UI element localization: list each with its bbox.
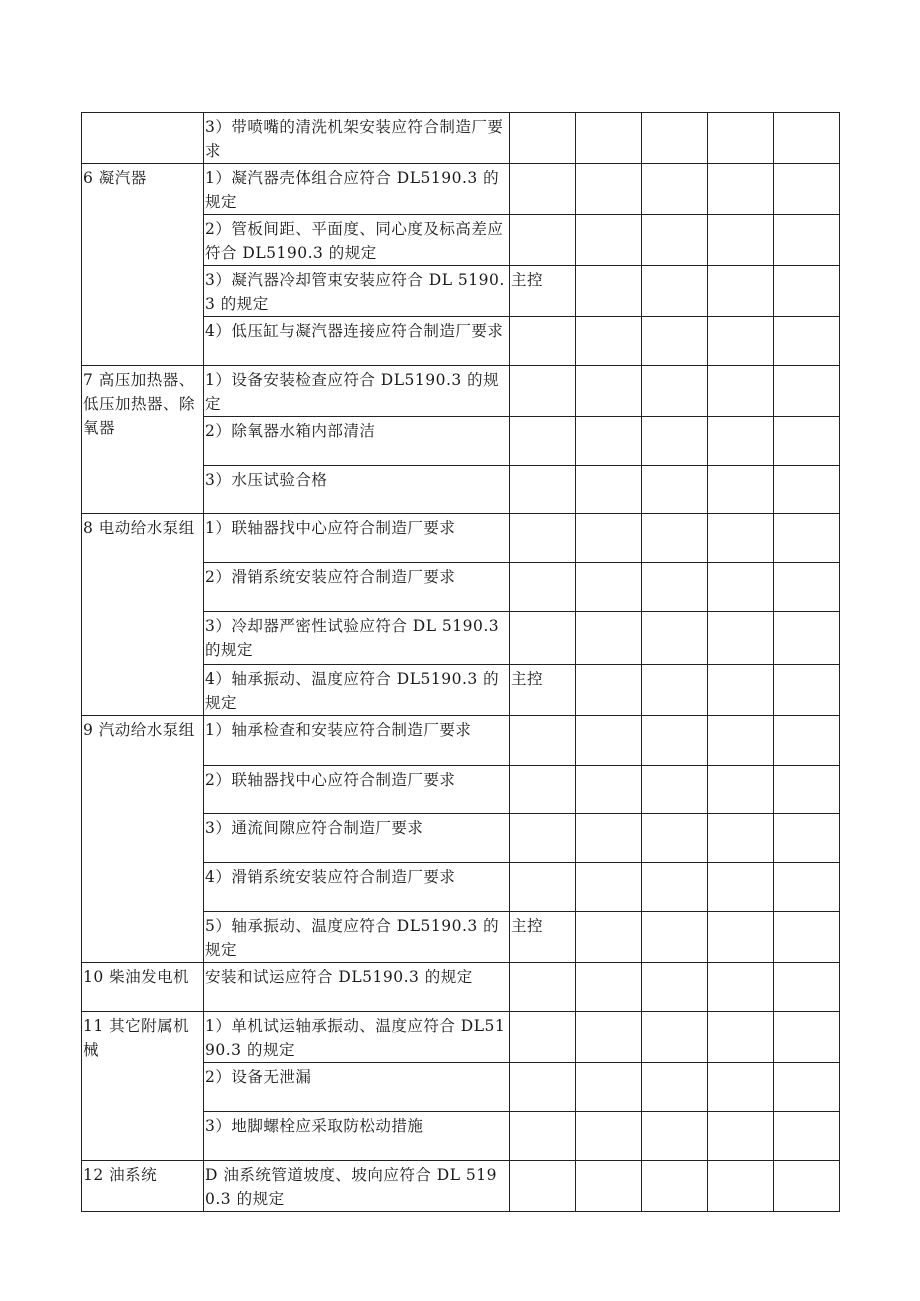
inspection-type-cell <box>510 366 576 417</box>
empty-result-cell <box>642 1063 708 1112</box>
empty-result-cell <box>774 912 840 963</box>
requirement-cell: 1）单机试运轴承振动、温度应符合 DL5190.3 的规定 <box>204 1012 510 1063</box>
empty-result-cell <box>774 612 840 665</box>
inspection-type-cell <box>510 814 576 863</box>
empty-result-cell <box>642 466 708 514</box>
empty-result-cell <box>576 1063 642 1112</box>
inspection-type-cell <box>510 1112 576 1161</box>
inspection-type-cell <box>510 417 576 466</box>
table-row <box>82 1012 840 1063</box>
empty-result-cell <box>642 563 708 612</box>
empty-result-cell <box>774 266 840 317</box>
requirement-cell: 3）通流间隙应符合制造厂要求 <box>204 814 510 863</box>
item-name-cell: 6 凝汽器 <box>82 164 204 366</box>
empty-result-cell <box>774 215 840 266</box>
inspection-type-cell <box>510 766 576 814</box>
empty-result-cell <box>774 317 840 366</box>
empty-result-cell <box>708 417 774 466</box>
empty-result-cell <box>708 912 774 963</box>
requirement-cell: 5）轴承振动、温度应符合 DL5190.3 的规定 <box>204 912 510 963</box>
empty-result-cell <box>576 612 642 665</box>
item-name-cell <box>82 113 204 164</box>
requirement-cell: 4）低压缸与凝汽器连接应符合制造厂要求 <box>204 317 510 366</box>
inspection-type-cell <box>510 716 576 766</box>
item-name-cell: 12 油系统 <box>82 1161 204 1212</box>
empty-result-cell <box>708 317 774 366</box>
empty-result-cell <box>708 814 774 863</box>
empty-result-cell <box>642 863 708 912</box>
requirement-cell: 4）轴承振动、温度应符合 DL5190.3 的规定 <box>204 665 510 716</box>
table-row <box>82 164 840 215</box>
table-row <box>82 113 840 164</box>
inspection-type-cell <box>510 1161 576 1212</box>
inspection-type-cell <box>510 863 576 912</box>
empty-result-cell <box>576 417 642 466</box>
empty-result-cell <box>708 963 774 1012</box>
empty-result-cell <box>774 113 840 164</box>
empty-result-cell <box>774 1012 840 1063</box>
empty-result-cell <box>708 514 774 563</box>
table-row <box>82 716 840 766</box>
item-name-cell: 7 高压加热器、低压加热器、除氧器 <box>82 366 204 514</box>
empty-result-cell <box>774 1112 840 1161</box>
empty-result-cell <box>774 417 840 466</box>
empty-result-cell <box>576 1012 642 1063</box>
empty-result-cell <box>642 912 708 963</box>
empty-result-cell <box>576 366 642 417</box>
empty-result-cell <box>708 563 774 612</box>
empty-result-cell <box>576 665 642 716</box>
empty-result-cell <box>576 563 642 612</box>
inspection-type-cell <box>510 514 576 563</box>
empty-result-cell <box>708 1161 774 1212</box>
inspection-type-cell: 主控 <box>510 912 576 963</box>
empty-result-cell <box>576 766 642 814</box>
empty-result-cell <box>774 514 840 563</box>
inspection-type-cell <box>510 612 576 665</box>
inspection-type-cell: 主控 <box>510 266 576 317</box>
empty-result-cell <box>708 366 774 417</box>
empty-result-cell <box>774 716 840 766</box>
empty-result-cell <box>708 266 774 317</box>
requirement-cell: 4）滑销系统安装应符合制造厂要求 <box>204 863 510 912</box>
empty-result-cell <box>576 1161 642 1212</box>
inspection-type-cell <box>510 466 576 514</box>
table-row <box>82 514 840 563</box>
empty-result-cell <box>642 766 708 814</box>
item-name-cell: 9 汽动给水泵组 <box>82 716 204 963</box>
empty-result-cell <box>576 215 642 266</box>
empty-result-cell <box>642 1112 708 1161</box>
inspection-type-cell <box>510 963 576 1012</box>
inspection-type-cell <box>510 215 576 266</box>
empty-result-cell <box>642 215 708 266</box>
empty-result-cell <box>774 814 840 863</box>
empty-result-cell <box>576 716 642 766</box>
requirement-cell: 2）除氧器水箱内部清洁 <box>204 417 510 466</box>
empty-result-cell <box>576 113 642 164</box>
inspection-type-cell: 主控 <box>510 665 576 716</box>
inspection-type-cell <box>510 1063 576 1112</box>
empty-result-cell <box>708 1063 774 1112</box>
empty-result-cell <box>576 466 642 514</box>
empty-result-cell <box>642 514 708 563</box>
empty-result-cell <box>708 466 774 514</box>
empty-result-cell <box>708 612 774 665</box>
empty-result-cell <box>774 963 840 1012</box>
empty-result-cell <box>642 164 708 215</box>
empty-result-cell <box>708 1112 774 1161</box>
empty-result-cell <box>774 466 840 514</box>
empty-result-cell <box>642 317 708 366</box>
requirement-cell: 3）冷却器严密性试验应符合 DL 5190.3 的规定 <box>204 612 510 665</box>
empty-result-cell <box>576 514 642 563</box>
item-name-cell: 8 电动给水泵组 <box>82 514 204 716</box>
empty-result-cell <box>576 814 642 863</box>
empty-result-cell <box>774 665 840 716</box>
requirement-cell: 2）滑销系统安装应符合制造厂要求 <box>204 563 510 612</box>
empty-result-cell <box>708 215 774 266</box>
table-row <box>82 1161 840 1212</box>
empty-result-cell <box>774 366 840 417</box>
requirement-cell: 1）设备安装检查应符合 DL5190.3 的规定 <box>204 366 510 417</box>
inspection-type-cell <box>510 317 576 366</box>
empty-result-cell <box>576 266 642 317</box>
requirement-cell: 3）地脚螺栓应采取防松动措施 <box>204 1112 510 1161</box>
requirement-cell: 2）管板间距、平面度、同心度及标高差应符合 DL5190.3 的规定 <box>204 215 510 266</box>
requirement-cell: 1）凝汽器壳体组合应符合 DL5190.3 的规定 <box>204 164 510 215</box>
empty-result-cell <box>774 563 840 612</box>
requirement-cell: 3）带喷嘴的清洗机架安装应符合制造厂要求 <box>204 113 510 164</box>
empty-result-cell <box>708 766 774 814</box>
item-name-cell: 11 其它附属机械 <box>82 1012 204 1161</box>
inspection-type-cell <box>510 113 576 164</box>
item-name-cell: 10 柴油发电机 <box>82 963 204 1012</box>
empty-result-cell <box>774 164 840 215</box>
empty-result-cell <box>708 113 774 164</box>
empty-result-cell <box>708 164 774 215</box>
empty-result-cell <box>774 1063 840 1112</box>
empty-result-cell <box>642 113 708 164</box>
requirement-cell: 3）水压试验合格 <box>204 466 510 514</box>
table-row <box>82 963 840 1012</box>
empty-result-cell <box>774 766 840 814</box>
table-row <box>82 366 840 417</box>
inspection-type-cell <box>510 164 576 215</box>
empty-result-cell <box>774 1161 840 1212</box>
empty-result-cell <box>642 1012 708 1063</box>
empty-result-cell <box>642 665 708 716</box>
empty-result-cell <box>642 266 708 317</box>
requirement-cell: 安装和试运应符合 DL5190.3 的规定 <box>204 963 510 1012</box>
inspection-type-cell <box>510 1012 576 1063</box>
empty-result-cell <box>576 164 642 215</box>
empty-result-cell <box>576 912 642 963</box>
empty-result-cell <box>642 612 708 665</box>
requirement-cell: 1）轴承检查和安装应符合制造厂要求 <box>204 716 510 766</box>
empty-result-cell <box>642 814 708 863</box>
empty-result-cell <box>642 366 708 417</box>
empty-result-cell <box>576 317 642 366</box>
inspection-table <box>81 112 840 1212</box>
empty-result-cell <box>708 1012 774 1063</box>
empty-result-cell <box>708 716 774 766</box>
empty-result-cell <box>642 417 708 466</box>
empty-result-cell <box>576 863 642 912</box>
empty-result-cell <box>642 716 708 766</box>
empty-result-cell <box>642 963 708 1012</box>
empty-result-cell <box>642 1161 708 1212</box>
empty-result-cell <box>774 863 840 912</box>
requirement-cell: D 油系统管道坡度、坡向应符合 DL 5190.3 的规定 <box>204 1161 510 1212</box>
requirement-cell: 2）联轴器找中心应符合制造厂要求 <box>204 766 510 814</box>
requirement-cell: 1）联轴器找中心应符合制造厂要求 <box>204 514 510 563</box>
table-body <box>82 113 840 1212</box>
inspection-type-cell <box>510 563 576 612</box>
requirement-cell: 3）凝汽器冷却管束安装应符合 DL 5190.3 的规定 <box>204 266 510 317</box>
empty-result-cell <box>576 963 642 1012</box>
requirement-cell: 2）设备无泄漏 <box>204 1063 510 1112</box>
empty-result-cell <box>708 863 774 912</box>
empty-result-cell <box>708 665 774 716</box>
empty-result-cell <box>576 1112 642 1161</box>
